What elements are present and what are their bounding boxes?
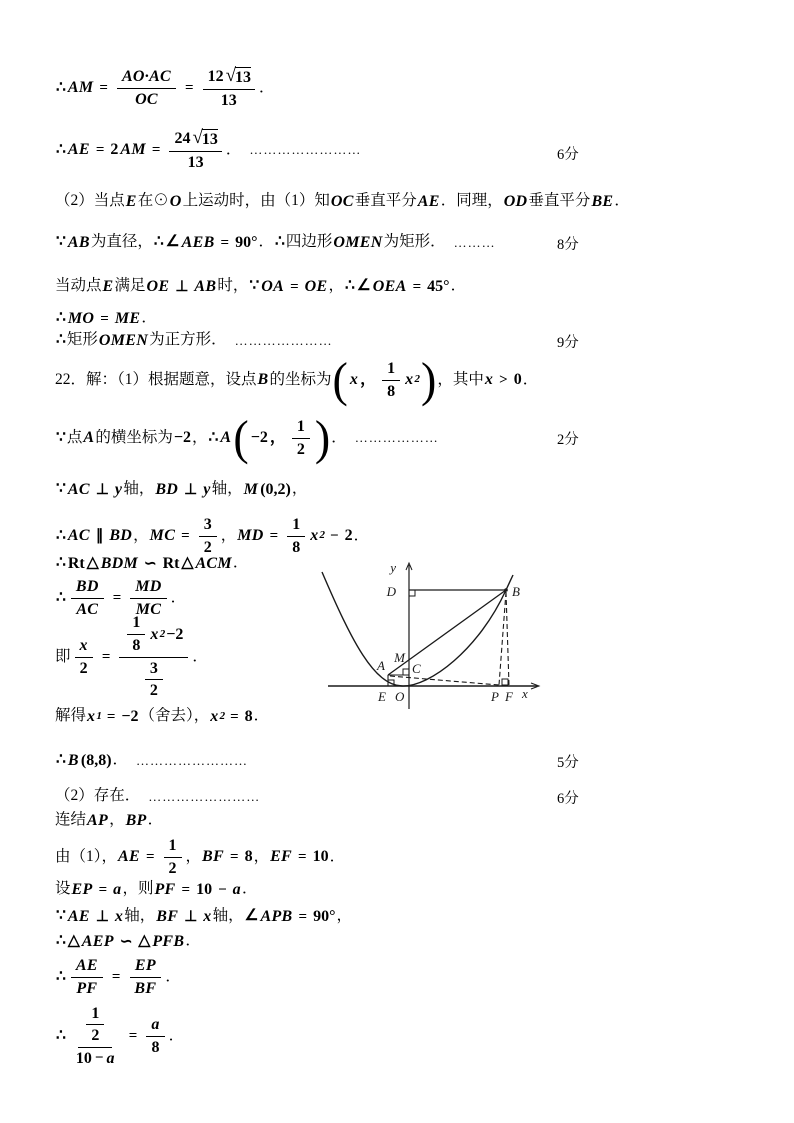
segment-AP-dashed [390, 676, 499, 685]
solution-line-8: 22．解：（1）根据题意，设点 B 的坐标为 ( x ， 1 8 x 2 ) ，其中 x > 0 ． [55, 353, 539, 407]
fraction: 1 8 [382, 360, 400, 400]
fraction: 1 2 [292, 418, 310, 458]
because-symbol: ∵ [56, 428, 66, 446]
therefore-symbol: ∴ [56, 932, 66, 950]
solution-line-2: ∴ AE = 2 AM = 24 √ 13 13 ． …………………… [56, 127, 362, 172]
solution-line-10: ∵ AC ⊥ y 轴， BD ⊥ y 轴， M (0,2) ， [56, 480, 308, 498]
right-angle-mark-F [502, 679, 508, 685]
triangle-symbol: △ [181, 554, 194, 572]
therefore-symbol: ∴ [153, 233, 164, 251]
solution-line-18: 连结 AP ， BP ． [55, 811, 164, 829]
dotted-leader: …………………… [136, 752, 249, 768]
greater-than-symbol: > [499, 372, 508, 388]
similar-symbol: ∽ [144, 555, 157, 572]
dotted-leader: ……… [453, 234, 496, 250]
fraction: $\frac{EP}{BF}$ [129, 957, 161, 997]
perpendicular-symbol: ⊥ [184, 481, 198, 498]
solution-line-20: 设 EP = a ，则 PF = 10 − a ． [55, 880, 258, 898]
solution-line-19: 由（1）， AE = $\frac{1}{2}$ ， BF = 8 ， EF = 10 ． [55, 836, 346, 877]
solution-line-4: ∵ AB 为直径， ∴ ∠ AEB = 90° ． ∴ 四边形 OMEN 为矩形． ……… [56, 233, 496, 251]
parallel-symbol: ∥ [95, 528, 104, 544]
right-angle-mark-D [409, 590, 415, 596]
label-point-D: D [386, 584, 396, 599]
label-point-P: P [491, 689, 499, 704]
solution-line-3: （2）当点 E 在⊙ O 上运动时，由（1）知 OC 垂直平分 AE ．同理， OD 垂直平分 BE ． [55, 192, 630, 210]
label-point-M: M [394, 650, 405, 665]
because-symbol: ∵ [56, 480, 66, 498]
dotted-leader: ……………… [354, 430, 439, 446]
fraction: 1 2 [86, 1005, 104, 1045]
solution-line-13: ∴ $\frac{BD}{AC}$ = $\frac{MD}{MC}$ ． [56, 577, 187, 618]
fraction: 1 8 [127, 614, 145, 654]
right-parenthesis: ) [314, 411, 331, 465]
label-point-B: B [512, 584, 520, 599]
fraction: $\frac{1}{8}$ [287, 516, 305, 556]
fraction: 3 2 [145, 660, 163, 700]
solution-line-15: 解得 x 1 = −2 （舍去）， x 2 = 8 ． [55, 707, 270, 725]
left-parenthesis: ( [332, 353, 348, 407]
solution-line-14: 即 $\frac{x}{2}$ = 1 8 x 2 −2 3 2 ． [55, 614, 208, 700]
angle-symbol: ∠ [165, 233, 180, 251]
right-parenthesis: ) [420, 353, 437, 407]
label-point-O: O [395, 689, 405, 704]
big-fraction: 1 2 10 − a [75, 1004, 115, 1067]
triangle-symbol: △ [138, 932, 151, 950]
minus-symbol: − [94, 1050, 104, 1067]
minus-symbol: − [330, 528, 339, 544]
score-mark: 6分 [557, 147, 579, 163]
fraction: $\frac{x}{2}$ [75, 637, 93, 677]
big-fraction: 1 8 x 2 −2 3 2 [119, 614, 188, 699]
dotted-leader: ………………… [234, 332, 333, 348]
solution-line-17: （2）存在． …………………… [55, 787, 261, 804]
solution-line-6: ∴ MO = ME ． [56, 309, 157, 327]
because-symbol: ∵ [249, 277, 260, 295]
because-symbol: ∵ [56, 907, 66, 925]
fraction: 12 √ 13 13 [203, 66, 255, 109]
therefore-symbol: ∴ [208, 428, 219, 446]
therefore-symbol: ∴ [56, 554, 66, 572]
therefore-symbol: ∴ [56, 331, 66, 349]
label-point-C: C [412, 661, 421, 676]
therefore-symbol: ∴ [56, 309, 66, 327]
label-point-F: F [505, 689, 513, 704]
label-y-axis: y [390, 560, 396, 575]
right-angle-mark-C [403, 669, 409, 675]
fraction: $\frac{AO\cdot AC}{OC}$ [117, 68, 176, 108]
fraction: $\frac{BD}{AC}$ [71, 578, 104, 618]
left-parenthesis: ( [233, 411, 249, 465]
triangle-symbol: △ [86, 554, 99, 572]
therefore-symbol: ∴ [275, 233, 285, 251]
angle-symbol: ∠ [244, 907, 259, 925]
solution-line-7: ∴ 矩形 OMEN 为正方形． ………………… [56, 331, 333, 349]
solution-line-23: ∴ $\frac{AE}{PF}$ = $\frac{EP}{BF}$ ． [56, 956, 181, 997]
fraction: $\frac{3}{2}$ [199, 516, 217, 556]
solution-line-9: ∵ 点 A 的横坐标为 −2 ， ∴ A ( −2 ， 1 2 ) ． ……………… [56, 411, 439, 465]
perpendicular-symbol: ⊥ [175, 278, 189, 295]
solution-line-11: ∴ AC ∥ BD ， MC = $\frac{3}{2}$ ， MD = $\frac{1}{8}$ x 2 − 2 ． [56, 515, 370, 556]
perpendicular-symbol: ⊥ [184, 908, 198, 925]
figure-canvas [316, 556, 556, 718]
perpendicular-symbol: ⊥ [95, 908, 109, 925]
solution-line-12: ∴ Rt △ BDM ∽ Rt △ ACM ． [56, 554, 249, 572]
fraction: $\frac{AE}{PF}$ [71, 957, 103, 997]
score-mark: 5分 [557, 755, 579, 771]
fraction: $\frac{MD}{MC}$ [130, 578, 166, 618]
point-B-dot [504, 588, 508, 592]
dotted-leader: …………………… [249, 142, 362, 158]
solution-line-5: 当动点 E 满足 OE ⊥ AB 时， ∵ OA = OE ， ∴ ∠ OEA = 45° ． [55, 277, 467, 295]
radical-sign: √ [225, 65, 237, 87]
score-mark: 8分 [557, 237, 579, 253]
dotted-leader: …………………… [148, 788, 261, 804]
fraction: 24 √ 13 13 [169, 128, 221, 171]
therefore-symbol: ∴ [56, 967, 66, 985]
radical-sign: √ [192, 127, 203, 149]
solution-line-21: ∵ AE ⊥ x 轴， BF ⊥ x 轴， ∠ APB = 90° ， [56, 907, 353, 925]
therefore-symbol: ∴ [345, 277, 355, 295]
score-mark: 9分 [557, 335, 579, 351]
label-point-A: A [377, 658, 385, 673]
because-symbol: ∵ [56, 233, 66, 251]
fraction: $\frac{a}{8}$ [146, 1016, 164, 1056]
perpendicular-symbol: ⊥ [95, 481, 109, 498]
therefore-symbol: ∴ [56, 1026, 66, 1044]
fraction: $\frac{1}{2}$ [164, 837, 182, 877]
parabola-figure [316, 556, 556, 718]
segment-BP-dashed [499, 592, 506, 685]
segment-AB [388, 590, 506, 675]
therefore-symbol: ∴ [56, 140, 66, 158]
similar-symbol: ∽ [119, 933, 133, 950]
solution-line-16: ∴ B (8,8) ． …………………… [56, 751, 249, 769]
score-mark: 2分 [557, 432, 579, 448]
angle-symbol: ∠ [356, 277, 371, 295]
therefore-symbol: ∴ [56, 751, 66, 769]
therefore-symbol: ∴ [56, 588, 66, 606]
solution-line-1: ∴ AM = $\frac{AO\cdot AC}{OC}$ = 12 √ 13 13 ． [56, 65, 275, 110]
solution-line-22: ∴ △ AEP ∽ △ PFB ． [56, 932, 201, 950]
segment-BF-dashed [506, 592, 509, 685]
therefore-symbol: ∴ [56, 78, 66, 96]
therefore-symbol: ∴ [56, 526, 66, 544]
triangle-symbol: △ [67, 932, 80, 950]
score-mark: 6分 [557, 791, 579, 807]
minus-symbol: − [218, 881, 227, 898]
solution-line-24: ∴ 1 2 10 − a = $\frac{a}{8}$ ． [56, 1004, 185, 1067]
label-point-E: E [378, 689, 386, 704]
label-x-axis: x [522, 686, 528, 701]
